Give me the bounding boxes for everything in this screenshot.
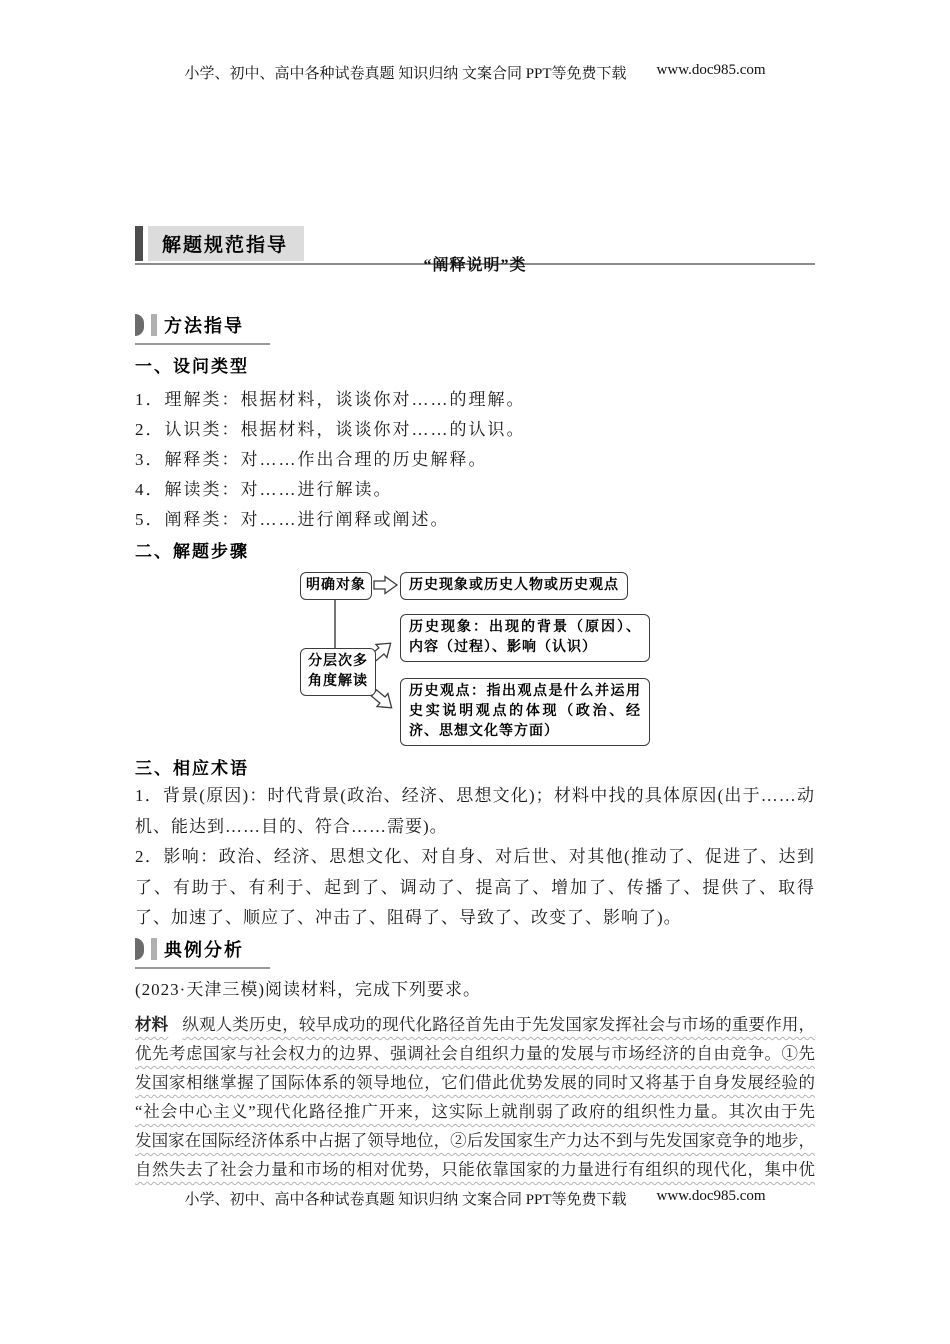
material-line: 自然失去了社会力量和市场的相对优势，只能依靠国家的力量进行有组织的现代化，集中优: [135, 1160, 815, 1179]
list-item: 2．认识类：根据材料，谈谈你对……的认识。: [135, 420, 526, 439]
material-line: 发国家在国际经济体系中占据了领导地位，②后发国家生产力达不到与先发国家竞争的地步，: [135, 1131, 815, 1150]
footer-promo-text: 小学、初中、高中各种试卷真题 知识归纳 文案合同 PPT等免费下载: [184, 1192, 627, 1208]
flow-box-target: 明确对象: [300, 572, 372, 600]
flow-box-viewpoint: 历史观点：指出观点是什么并运用史实说明观点的体现（政治、经济、思想文化等方面）: [400, 678, 650, 746]
question-type-list: [135, 385, 815, 535]
section-head-example: [135, 934, 270, 969]
list-item: 5．阐释类：对……进行阐释或阐述。: [135, 510, 450, 529]
heading-solving-steps: 二、解题步骤: [135, 542, 249, 561]
section-marker-moon-icon: [135, 314, 144, 336]
page-header: [135, 62, 815, 83]
footer-site-url: www.doc985.com: [656, 1188, 766, 1204]
terms-paragraphs: [135, 781, 815, 934]
banner-title: 解题规范指导: [148, 226, 304, 261]
list-item: 1．理解类：根据材料，谈谈你对……的理解。: [135, 390, 526, 409]
material-paragraph: [135, 1010, 815, 1184]
page-footer: [135, 1188, 815, 1209]
section-head-method: [135, 310, 270, 345]
material-text: 纵观人类历史，较早成功的现代化路径首先由于先发国家发挥社会与市场的重要作用，: [182, 1015, 816, 1034]
header-promo-text: 小学、初中、高中各种试卷真题 知识归纳 文案合同 PPT等免费下载: [184, 66, 627, 82]
material-line: 优先考虑国家与社会权力的边界、强调社会自组织力量的发展与市场经济的自由竞争。①先: [135, 1044, 815, 1063]
header-site-url: www.doc985.com: [656, 62, 766, 78]
flowchart: [298, 566, 798, 756]
section-marker-bar-icon: [151, 314, 157, 336]
heading-terms: 三、相应术语: [135, 759, 249, 778]
section-marker-bar-icon: [151, 938, 157, 960]
flow-arrow-right-icon: [374, 577, 397, 594]
flow-box-phenomenon: 历史现象：出现的背景（原因）、内容（过程）、影响（认识）: [400, 614, 650, 662]
material-line: “社会中心主义”现代化路径推广开来，这实际上就削弱了政府的组织性力量。其次由于先: [135, 1102, 815, 1121]
material-label: 材料: [135, 1015, 169, 1034]
terms-paragraph: 2．影响：政治、经济、思想文化、对自身、对后世、对其他(推动了、促进了、达到了、有助于、有利于、起到了、调动了、提高了、增加了、传播了、提供了、取得了、加速了、顺应了、冲击了、阻碍了、导致了、改变了、影响了)。: [135, 847, 815, 927]
section-marker-moon-icon: [135, 938, 144, 960]
list-item: 4．解读类：对……进行解读。: [135, 480, 393, 499]
flow-box-analyze: 分层次多角度解读: [300, 648, 376, 696]
section-head-example-label: 典例分析: [164, 940, 244, 960]
material-line: [135, 1010, 815, 1039]
subtitle-text: “阐释说明”类: [423, 257, 527, 274]
heading-question-types: 一、设问类型: [135, 357, 249, 376]
terms-paragraph: 1．背景(原因)：时代背景(政治、经济、思想文化)；材料中找的具体原因(出于……动机、能达到……目的、符合……需要)。: [135, 786, 815, 836]
section-head-method-label: 方法指导: [164, 316, 244, 336]
subtitle-block: [135, 252, 815, 280]
list-item: 3．解释类：对……作出合理的历史解释。: [135, 450, 488, 469]
flow-box-object: 历史现象或历史人物或历史观点: [400, 572, 628, 600]
material-line: 发国家相继掌握了国际体系的领导地位，它们借此优势发展的同时又将基于自身发展经验的: [135, 1073, 815, 1092]
example-intro: (2023·天津三模)阅读材料，完成下列要求。: [135, 980, 481, 999]
page-content: [135, 0, 815, 1344]
